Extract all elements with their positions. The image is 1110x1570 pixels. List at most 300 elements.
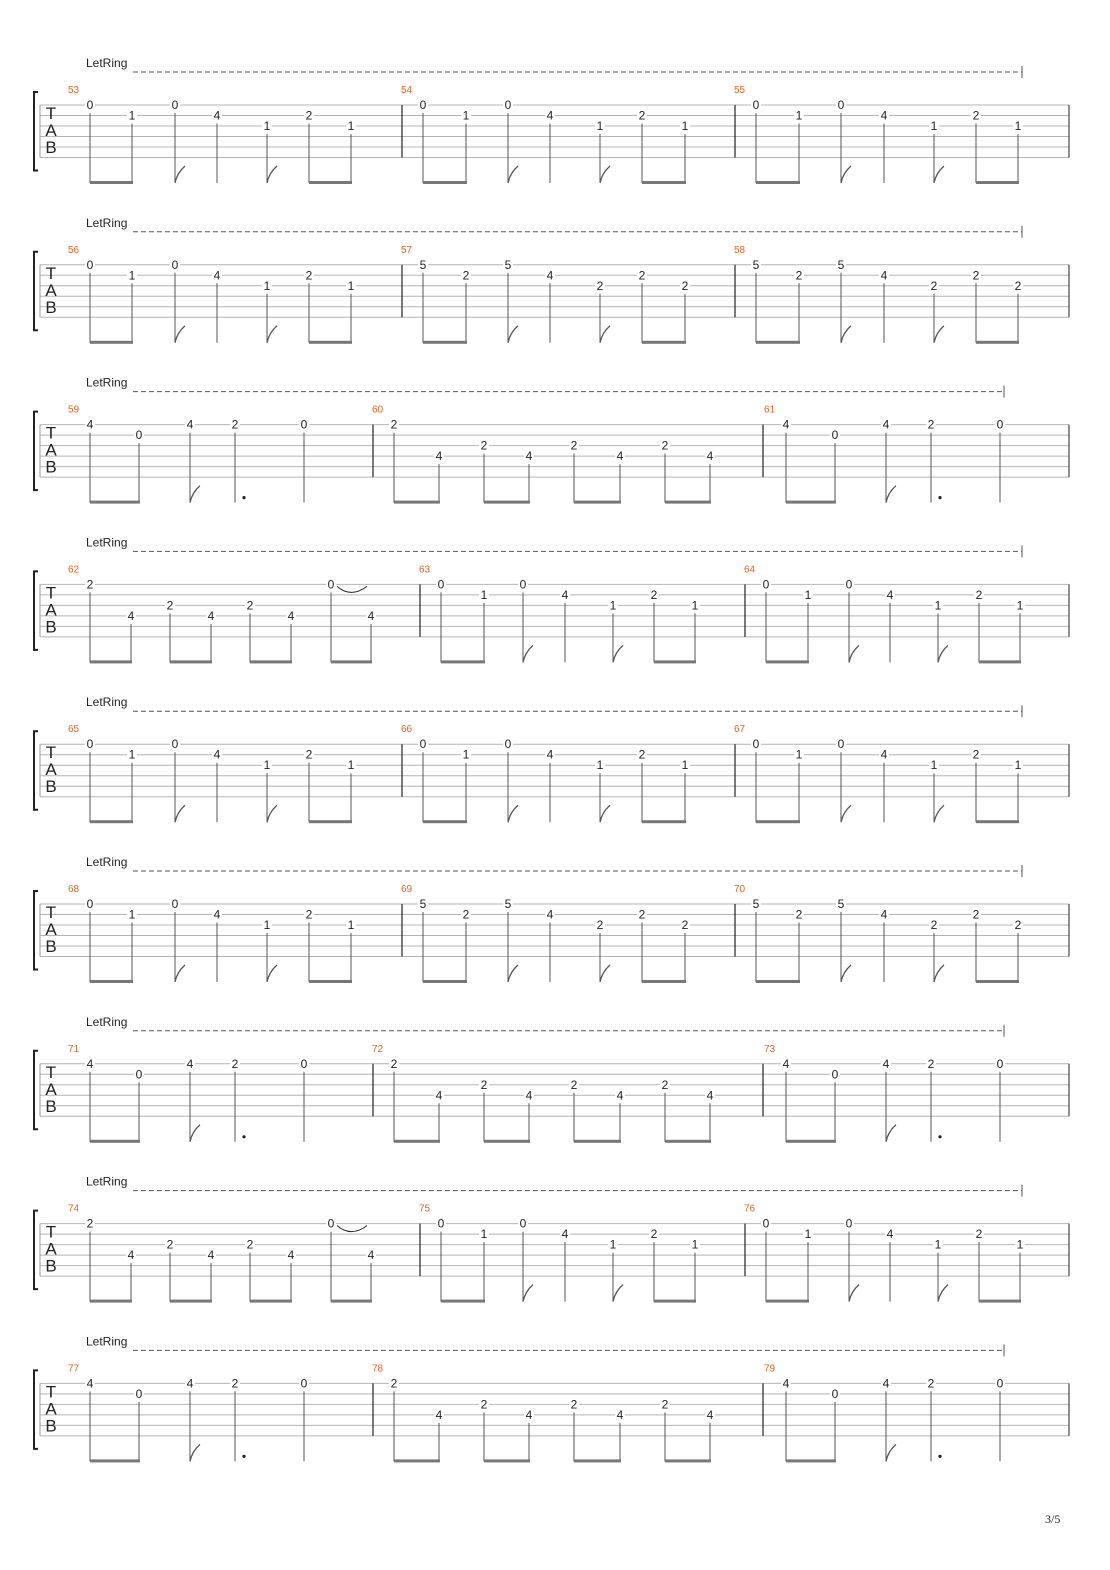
beam — [250, 660, 292, 663]
fret-number: 4 — [213, 108, 221, 123]
beam — [441, 660, 485, 663]
fret-number: 1 — [462, 108, 470, 123]
fret-number: 1 — [691, 598, 699, 613]
measure-number: 60 — [372, 404, 384, 416]
fret-number: 2 — [927, 417, 935, 432]
measure-number: 66 — [401, 724, 413, 736]
system-bracket — [34, 252, 38, 330]
measure-number: 61 — [764, 404, 776, 416]
tab-clef-letter: A — [45, 1239, 57, 1259]
fret-number: 1 — [480, 587, 488, 602]
beam — [756, 980, 800, 983]
let-ring-label: LetRing — [86, 855, 128, 869]
fret-number: 4 — [435, 1088, 443, 1103]
beam — [90, 1459, 140, 1462]
beam — [170, 660, 212, 663]
beam — [665, 501, 711, 504]
fret-number: 4 — [86, 1056, 94, 1071]
measure — [372, 1363, 715, 1462]
measure-number: 70 — [734, 884, 746, 895]
measure-number: 71 — [68, 1043, 80, 1055]
fret-number: 2 — [305, 108, 313, 123]
eighth-flag — [886, 486, 896, 503]
let-ring-label: LetRing — [86, 535, 128, 550]
eighth-flag — [267, 326, 277, 343]
fret-number: 4 — [886, 587, 894, 602]
fret-number: 2 — [86, 1216, 94, 1231]
fret-number: 4 — [616, 449, 624, 464]
fret-number: 4 — [435, 1407, 443, 1422]
fret-number: 2 — [681, 918, 689, 932]
eighth-flag — [508, 166, 518, 183]
fret-number: 4 — [882, 1056, 890, 1071]
beam — [90, 1300, 132, 1303]
eighth-flag — [508, 805, 518, 822]
tie-arc — [337, 586, 367, 592]
fret-number: 2 — [246, 598, 254, 613]
beam — [979, 1300, 1021, 1303]
fret-number: 1 — [609, 598, 617, 613]
fret-number: 0 — [171, 897, 179, 911]
fret-number: 2 — [681, 278, 689, 293]
tab-clef-letter: B — [45, 617, 57, 637]
system-bracket — [34, 412, 38, 491]
fret-number: 0 — [837, 98, 845, 112]
eighth-flag — [523, 1285, 533, 1302]
eighth-flag — [938, 645, 948, 662]
eighth-flag — [267, 166, 277, 183]
tab-clef-letter: B — [45, 297, 57, 317]
fret-number: 2 — [972, 268, 980, 283]
measure-number: 75 — [419, 1203, 431, 1215]
eighth-flag — [190, 486, 200, 503]
let-ring-label: LetRing — [86, 1334, 128, 1349]
fret-number: 4 — [367, 1248, 375, 1263]
beam — [90, 660, 132, 663]
fret-number: 4 — [880, 268, 888, 283]
fret-number: 4 — [880, 108, 888, 123]
eighth-flag — [841, 965, 851, 982]
tab-system — [34, 1175, 1069, 1303]
measure-number: 69 — [401, 884, 413, 895]
eighth-flag — [600, 166, 610, 183]
fret-number: 4 — [616, 1407, 624, 1422]
tie-arc — [337, 1226, 367, 1232]
fret-number: 0 — [300, 1376, 308, 1391]
system-bracket — [34, 891, 38, 970]
fret-number: 2 — [480, 438, 488, 453]
fret-number: 0 — [300, 1056, 308, 1071]
fret-number: 0 — [86, 257, 94, 272]
fret-number: 0 — [762, 577, 770, 592]
fret-number: 4 — [546, 747, 554, 762]
fret-number: 2 — [930, 278, 938, 293]
tab-clef-letter: T — [45, 423, 57, 443]
fret-number: 1 — [804, 1227, 812, 1242]
fret-number: 4 — [213, 747, 221, 762]
measure — [734, 85, 1023, 184]
beam — [309, 980, 352, 983]
tab-system — [34, 1015, 1069, 1143]
eighth-flag — [886, 1444, 896, 1461]
fret-number: 0 — [996, 1376, 1004, 1391]
fret-number: 4 — [207, 1248, 215, 1263]
fret-number: 4 — [367, 608, 375, 623]
fret-number: 2 — [638, 747, 646, 762]
measure — [372, 405, 715, 504]
fret-number: 1 — [347, 758, 355, 773]
tab-clef-letter: B — [45, 777, 57, 797]
fret-number: 1 — [263, 278, 271, 293]
fret-number: 1 — [930, 119, 938, 133]
rhythm-dot — [938, 496, 941, 499]
beam — [90, 501, 140, 504]
beam — [90, 341, 133, 344]
eighth-flag — [841, 326, 851, 343]
measure-number: 56 — [68, 244, 80, 256]
beam — [976, 341, 1019, 344]
beam — [756, 820, 800, 823]
fret-number: 1 — [934, 1237, 942, 1252]
beam — [309, 181, 352, 184]
measure — [734, 245, 1023, 344]
beam — [786, 1459, 836, 1462]
measure-number: 73 — [764, 1043, 776, 1055]
beam — [423, 980, 467, 983]
fret-number: 2 — [462, 907, 470, 922]
eighth-flag — [849, 1285, 859, 1302]
let-ring-label: LetRing — [86, 56, 128, 70]
tab-clef-letter: B — [45, 937, 57, 956]
measure-number: 74 — [68, 1203, 80, 1215]
fret-number: 0 — [86, 737, 94, 752]
beam — [786, 1140, 836, 1143]
fret-number: 4 — [546, 108, 554, 123]
fret-number: 0 — [519, 1216, 527, 1231]
measure-number: 76 — [744, 1203, 756, 1215]
fret-number: 1 — [795, 108, 803, 123]
tab-system — [34, 855, 1069, 983]
measure — [68, 1044, 309, 1143]
fret-number: 1 — [347, 918, 355, 932]
fret-number: 2 — [596, 278, 604, 293]
fret-number: 4 — [616, 1088, 624, 1103]
measure — [744, 1204, 1025, 1303]
fret-number: 2 — [246, 1237, 254, 1252]
beam — [976, 980, 1019, 983]
measure — [401, 884, 690, 983]
fret-number: 2 — [975, 1227, 983, 1242]
tab-system — [34, 695, 1069, 823]
measure — [68, 1363, 309, 1462]
tab-clef-letter: A — [45, 760, 57, 780]
fret-number: 4 — [782, 1376, 790, 1391]
measure-number: 79 — [764, 1363, 776, 1375]
beam — [331, 660, 372, 663]
eighth-flag — [613, 1285, 623, 1302]
fret-number: 1 — [263, 918, 271, 932]
fret-number: 0 — [845, 577, 853, 592]
eighth-flag — [523, 645, 533, 662]
fret-number: 5 — [504, 897, 512, 911]
measure — [764, 1044, 1005, 1143]
tab-clef-letter: T — [45, 903, 57, 922]
fret-number: 2 — [231, 417, 239, 432]
beam — [90, 980, 133, 983]
fret-number: 2 — [638, 907, 646, 922]
beam — [976, 181, 1019, 184]
measure-number: 55 — [734, 85, 746, 96]
tab-clef-letter: A — [45, 440, 57, 460]
fret-number: 0 — [327, 1216, 335, 1231]
fret-number: 2 — [86, 577, 94, 592]
fret-number: 4 — [186, 417, 194, 432]
tab-clef-letter: B — [45, 1096, 57, 1116]
fret-number: 0 — [135, 428, 143, 443]
measure — [401, 85, 690, 184]
fret-number: 4 — [287, 608, 295, 623]
fret-number: 0 — [171, 98, 179, 112]
measure-number: 77 — [68, 1363, 80, 1375]
measure — [764, 1363, 1005, 1462]
measure — [372, 1044, 715, 1143]
measure — [744, 564, 1025, 663]
fret-number: 1 — [1014, 758, 1022, 773]
measure-number: 57 — [401, 244, 413, 256]
measure-number: 72 — [372, 1043, 384, 1055]
fret-number: 2 — [661, 1397, 669, 1412]
fret-number: 2 — [390, 1376, 398, 1391]
fret-number: 0 — [419, 98, 427, 112]
fret-number: 4 — [207, 608, 215, 623]
system-bracket — [34, 1370, 38, 1449]
fret-number: 2 — [390, 417, 398, 432]
fret-number: 4 — [525, 449, 533, 464]
fret-number: 2 — [661, 438, 669, 453]
eighth-flag — [938, 1285, 948, 1302]
measure — [68, 405, 309, 504]
fret-number: 0 — [996, 417, 1004, 432]
eighth-flag — [934, 965, 944, 982]
fret-number: 4 — [525, 1088, 533, 1103]
rhythm-dot — [938, 1455, 941, 1458]
measure — [734, 884, 1023, 983]
eighth-flag — [508, 965, 518, 982]
tab-clef-letter: B — [45, 138, 57, 157]
eighth-flag — [175, 805, 185, 822]
tab-clef-letter: T — [45, 104, 57, 123]
tab-system — [34, 56, 1069, 184]
system-bracket — [34, 1211, 38, 1290]
fret-number: 0 — [831, 428, 839, 443]
let-ring-label: LetRing — [86, 215, 128, 230]
fret-number: 4 — [127, 608, 135, 623]
tab-clef-letter: A — [45, 1399, 57, 1419]
measure — [68, 85, 356, 184]
let-ring-label: LetRing — [86, 375, 128, 390]
eighth-flag — [841, 166, 851, 183]
tab-system — [34, 376, 1069, 504]
tab-clef-letter: T — [45, 1382, 57, 1402]
fret-number: 4 — [782, 417, 790, 432]
eighth-flag — [886, 1125, 896, 1142]
fret-number: 4 — [882, 417, 890, 432]
beam — [642, 820, 686, 823]
beam — [574, 1459, 621, 1462]
tab-clef-letter: T — [45, 263, 57, 283]
beam — [665, 1140, 711, 1143]
tab-clef-letter: A — [45, 1079, 57, 1099]
measure — [401, 245, 690, 344]
beam — [654, 1300, 696, 1303]
tab-clef-letter: T — [45, 1062, 57, 1082]
tab-clef-letter: B — [45, 1416, 57, 1436]
eighth-flag — [267, 805, 277, 822]
fret-number: 0 — [437, 1216, 445, 1231]
fret-number: 4 — [706, 449, 714, 464]
fret-number: 1 — [1014, 119, 1022, 133]
fret-number: 4 — [525, 1407, 533, 1422]
fret-number: 1 — [681, 119, 689, 133]
eighth-flag — [175, 326, 185, 343]
let-ring-label: LetRing — [86, 695, 128, 710]
beam — [309, 820, 352, 823]
fret-number: 5 — [837, 897, 845, 911]
fret-number: 2 — [480, 1397, 488, 1412]
beam — [484, 1459, 530, 1462]
tab-clef-letter: A — [45, 121, 57, 140]
measure — [68, 245, 356, 344]
measure — [401, 724, 690, 823]
beam — [766, 660, 809, 663]
fret-number: 0 — [86, 98, 94, 112]
fret-number: 5 — [837, 257, 845, 272]
measure-number: 67 — [734, 724, 746, 736]
system-bracket — [34, 571, 38, 650]
fret-number: 5 — [419, 897, 427, 911]
fret-number: 2 — [231, 1056, 239, 1071]
fret-number: 2 — [166, 598, 174, 613]
fret-number: 0 — [135, 1386, 143, 1401]
eighth-flag — [267, 965, 277, 982]
fret-number: 2 — [927, 1056, 935, 1071]
fret-number: 1 — [128, 747, 136, 762]
fret-number: 2 — [570, 438, 578, 453]
fret-number: 4 — [546, 907, 554, 922]
measure — [419, 564, 700, 663]
page-number: 3/5 — [1045, 1512, 1061, 1526]
tab-clef-letter: A — [45, 920, 57, 939]
fret-number: 0 — [837, 737, 845, 752]
beam — [309, 341, 352, 344]
fret-number: 0 — [327, 577, 335, 592]
tab-clef-letter: B — [45, 1256, 57, 1276]
beam — [90, 181, 133, 184]
beam — [976, 820, 1019, 823]
tab-clef-letter: B — [45, 457, 57, 477]
fret-number: 2 — [927, 1376, 935, 1391]
measure — [734, 724, 1023, 823]
fret-number: 2 — [972, 907, 980, 922]
beam — [786, 501, 836, 504]
system-bracket — [34, 731, 38, 810]
rhythm-dot — [938, 1135, 941, 1138]
measure-number: 65 — [68, 724, 80, 736]
fret-number: 4 — [213, 907, 221, 922]
fret-number: 0 — [831, 1067, 839, 1082]
measure-number: 59 — [68, 404, 80, 416]
fret-number: 0 — [996, 1056, 1004, 1071]
fret-number: 4 — [561, 587, 569, 602]
fret-number: 2 — [975, 587, 983, 602]
fret-number: 0 — [135, 1067, 143, 1082]
fret-number: 4 — [880, 747, 888, 762]
fret-number: 4 — [561, 1227, 569, 1242]
fret-number: 1 — [462, 747, 470, 762]
fret-number: 4 — [435, 449, 443, 464]
fret-number: 4 — [186, 1376, 194, 1391]
let-ring-label: LetRing — [86, 1174, 128, 1189]
fret-number: 2 — [795, 907, 803, 922]
measure-number: 54 — [401, 85, 413, 96]
tab-system — [34, 216, 1069, 344]
beam — [90, 1140, 140, 1143]
fret-number: 2 — [462, 268, 470, 283]
eighth-flag — [190, 1125, 200, 1142]
fret-number: 0 — [171, 737, 179, 752]
beam — [441, 1300, 485, 1303]
fret-number: 1 — [930, 758, 938, 773]
fret-number: 2 — [972, 747, 980, 762]
eighth-flag — [841, 805, 851, 822]
measure-number: 58 — [734, 244, 746, 256]
fret-number: 4 — [86, 1376, 94, 1391]
fret-number: 4 — [882, 1376, 890, 1391]
fret-number: 4 — [287, 1248, 295, 1263]
eighth-flag — [613, 645, 623, 662]
fret-number: 1 — [1016, 598, 1024, 613]
tab-system — [34, 1334, 1069, 1462]
measure-number: 63 — [419, 564, 431, 576]
fret-number: 1 — [128, 907, 136, 922]
fret-number: 2 — [305, 268, 313, 283]
beam — [484, 501, 530, 504]
beam — [394, 1140, 440, 1143]
fret-number: 1 — [480, 1227, 488, 1242]
beam — [642, 181, 686, 184]
measure — [419, 1204, 700, 1303]
fret-number: 2 — [596, 918, 604, 932]
fret-number: 2 — [166, 1237, 174, 1252]
fret-number: 0 — [831, 1386, 839, 1401]
fret-number: 0 — [845, 1216, 853, 1231]
beam — [484, 1140, 530, 1143]
fret-number: 4 — [706, 1088, 714, 1103]
fret-number: 0 — [504, 737, 512, 752]
fret-number: 1 — [128, 268, 136, 283]
eighth-flag — [190, 1444, 200, 1461]
fret-number: 0 — [86, 897, 94, 911]
beam — [642, 341, 686, 344]
fret-number: 0 — [300, 417, 308, 432]
beam — [574, 1140, 621, 1143]
measure — [68, 724, 356, 823]
fret-number: 1 — [1016, 1237, 1024, 1252]
fret-number: 2 — [305, 907, 313, 922]
fret-number: 1 — [128, 108, 136, 123]
system-bracket — [34, 92, 38, 171]
measure — [68, 884, 356, 983]
